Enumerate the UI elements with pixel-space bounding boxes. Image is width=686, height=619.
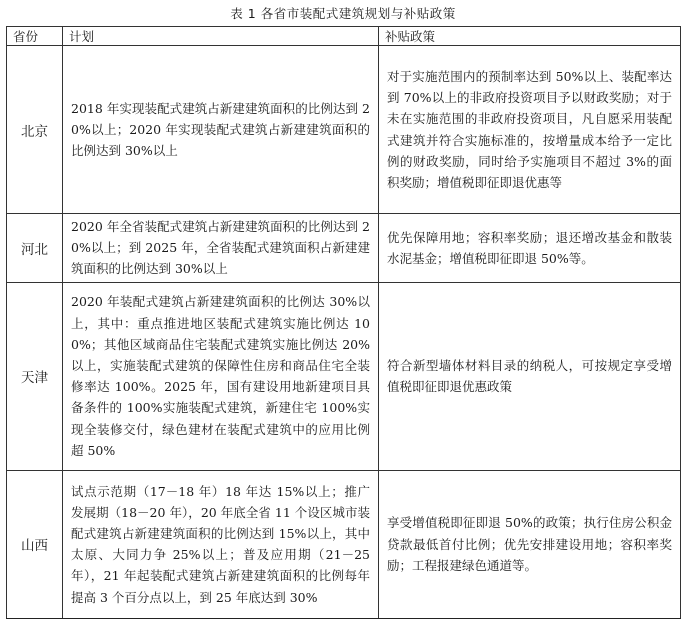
cell-province: 北京 bbox=[7, 46, 63, 214]
header-province: 省份 bbox=[7, 27, 63, 46]
table-row-shanxi bbox=[7, 470, 681, 618]
cell-plan: 试点示范期（17－18 年）18 年达 15%以上；推广发展期（18－20 年），20 年底全省 11 个设区城市装配式建筑占新建建筑面积的比例达到 15%以上，其中太原、大同力争 25%以上；普及应用期（21－25 年），21 年起装配式建筑占新建建筑面积的比例每年提高 3 个百分点以上，到 25 年底达到 30% bbox=[63, 470, 379, 618]
table-row-hebei bbox=[7, 214, 681, 283]
cell-province: 山西 bbox=[7, 470, 63, 618]
table-caption: 表 1 各省市装配式建筑规划与补贴政策 bbox=[230, 6, 456, 21]
cell-province: 河北 bbox=[7, 214, 63, 283]
cell-subsidy: 享受增值税即征即退 50%的政策；执行住房公积金贷款最低首付比例；优先安排建设用地；容积率奖励；工程报建绿色通道等。 bbox=[379, 470, 681, 618]
cell-subsidy: 对于实施范围内的预制率达到 50%以上、装配率达到 70%以上的非政府投资项目予以财政奖励；对于未在实施范围的非政府投资项目，凡自愿采用装配式建筑并符合实施标准的，按增量成本给予一定比例的财政奖励，同时给予实施项目不超过 3%的面积奖励；增值税即征即退优惠等 bbox=[379, 46, 681, 214]
table-row-beijing bbox=[7, 46, 681, 214]
header-subsidy: 补贴政策 bbox=[379, 27, 681, 46]
cell-subsidy: 优先保障用地；容积率奖励；退还增改基金和散装水泥基金；增值税即征即退 50%等。 bbox=[379, 214, 681, 283]
table-header-row bbox=[7, 27, 681, 46]
policy-table bbox=[6, 26, 681, 619]
cell-province: 天津 bbox=[7, 282, 63, 470]
cell-subsidy: 符合新型墙体材料目录的纳税人，可按规定享受增值税即征即退优惠政策 bbox=[379, 282, 681, 470]
table-row-tianjin bbox=[7, 282, 681, 470]
header-plan: 计划 bbox=[63, 27, 379, 46]
cell-plan: 2020 年装配式建筑占新建建筑面积的比例达 30%以上，其中：重点推进地区装配式建筑实施比例达 100%；其他区域商品住宅装配式建筑实施比例达 20%以上，实施装配式建筑的保障性住房和商品住宅全装修率达 100%。2025 年，国有建设用地新建项目具备条件的 100%实施装配式建筑，新建住宅 100%实现全装修交付，绿色建材在装配式建筑中的应用比例超 50% bbox=[63, 282, 379, 470]
cell-plan: 2018 年实现装配式建筑占新建建筑面积的比例达到 20%以上；2020 年实现装配式建筑占新建建筑面积的比例达到 30%以上 bbox=[63, 46, 379, 214]
cell-plan: 2020 年全省装配式建筑占新建建筑面积的比例达到 20%以上；到 2025 年，全省装配式建筑面积占新建建筑面积的比例达到 30%以上 bbox=[63, 214, 379, 283]
